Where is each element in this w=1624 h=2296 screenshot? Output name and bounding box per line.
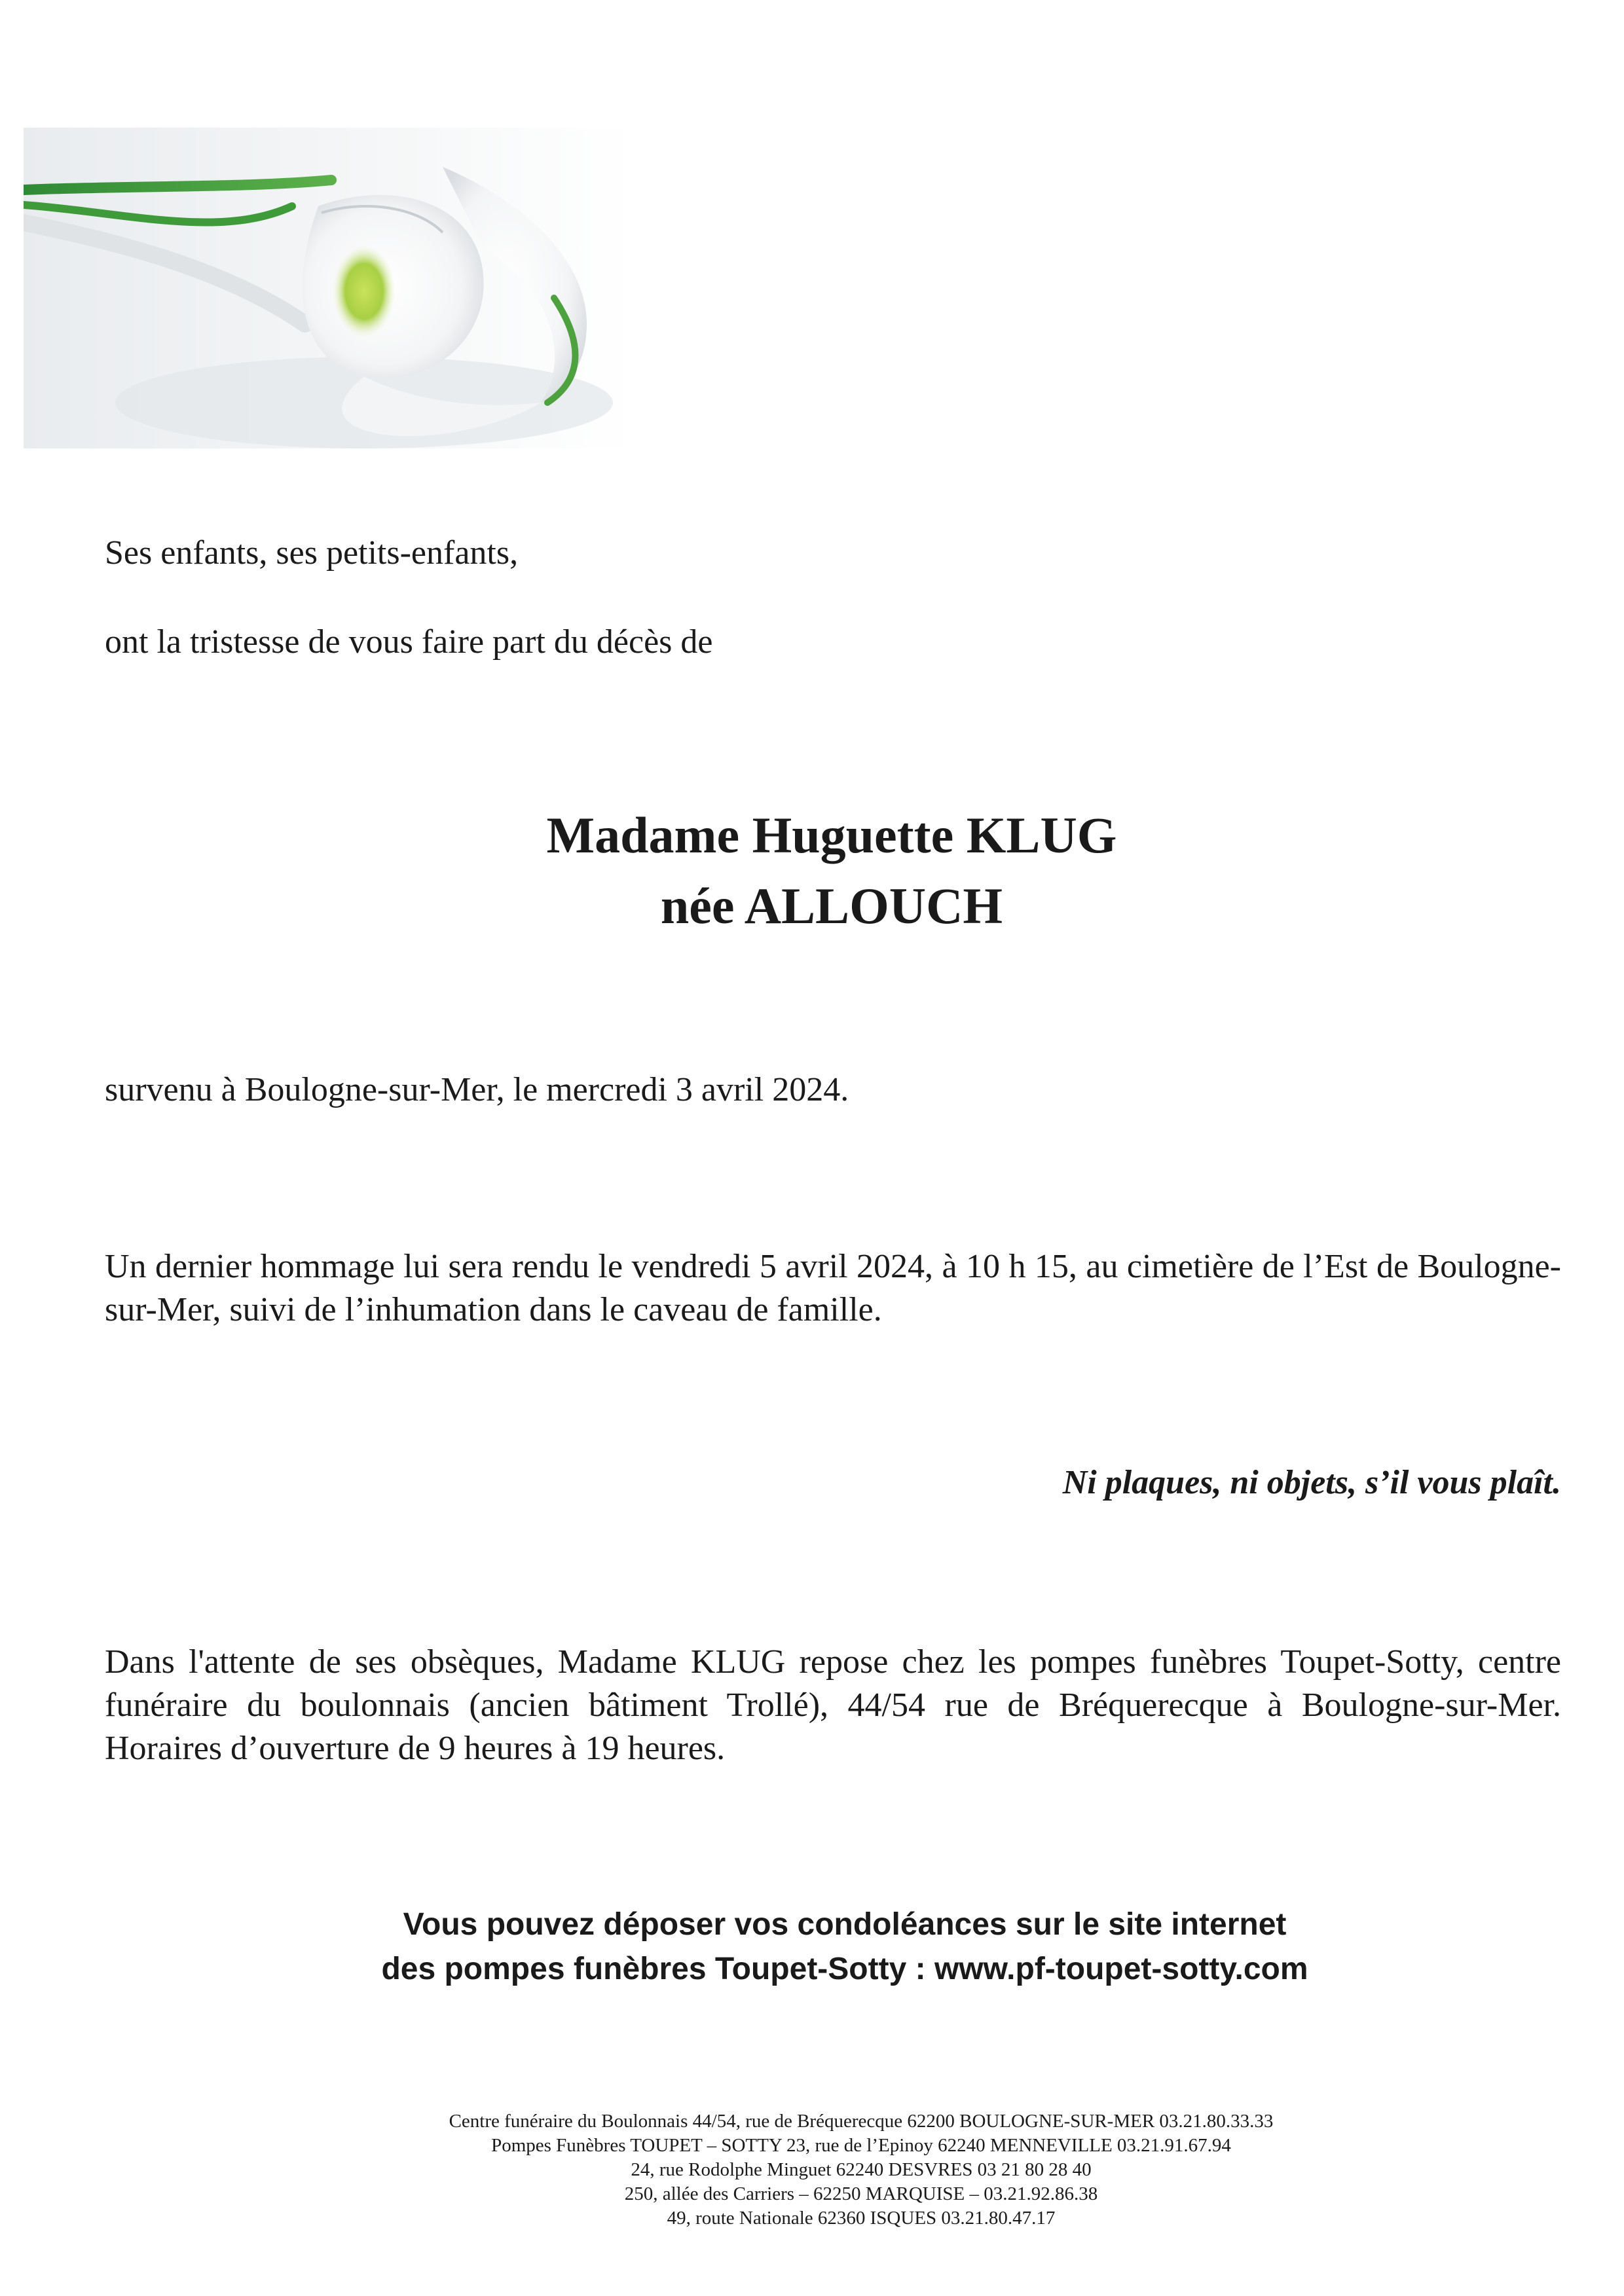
- condolences-line-2: des pompes funèbres Toupet-Sotty : www.pf-toupet-sotty.com: [381, 1952, 1308, 1986]
- death-date-line: survenu à Boulogne-sur-Mer, le mercredi 3 avril 2024.: [105, 1071, 849, 1108]
- funeral-home-footer: [0, 2109, 1624, 2231]
- deceased-name-block: [0, 800, 1624, 941]
- deceased-maiden-name: née ALLOUCH: [660, 877, 1003, 934]
- condolences-notice: [0, 1903, 1624, 1992]
- intro-family-line: Ses enfants, ses petits-enfants,: [105, 534, 519, 572]
- rest-location-paragraph: Dans l'attente de ses obsèques, Madame KLUG repose chez les pompes funèbres Toupet-Sotty, centre funéraire du boulonnais (ancien bâtiment Trollé), 44/54 rue de Bréquerecque à Boulogne-sur-Mer. Horaires d’ouverture de 9 heures à 19 heures.: [105, 1643, 1561, 1767]
- no-flowers-remark: Ni plaques, ni objets, s’il vous plaît.: [1062, 1464, 1561, 1501]
- footer-line-2: Pompes Funèbres TOUPET – SOTTY 23, rue de l’Epinoy 62240 MENNEVILLE 03.21.91.67.94: [491, 2135, 1231, 2156]
- intro-announcement-line: ont la tristesse de vous faire part du décès de: [105, 623, 713, 661]
- footer-line-3: 24, rue Rodolphe Minguet 62240 DESVRES 03 21 80 28 40: [631, 2159, 1092, 2180]
- footer-line-1: Centre funéraire du Boulonnais 44/54, rue de Bréquerecque 62200 BOULOGNE-SUR-MER 03.21.80.33.33: [449, 2111, 1274, 2132]
- deceased-name: Madame Huguette KLUG: [546, 807, 1117, 864]
- condolences-line-1: Vous pouvez déposer vos condoléances sur le site internet: [403, 1907, 1287, 1942]
- footer-line-5: 49, route Nationale 62360 ISQUES 03.21.80.47.17: [667, 2208, 1056, 2229]
- footer-line-4: 250, allée des Carriers – 62250 MARQUISE – 03.21.92.86.38: [624, 2183, 1098, 2204]
- calla-lily-flower-icon: [24, 128, 633, 448]
- ceremony-paragraph: Un dernier hommage lui sera rendu le vendredi 5 avril 2024, à 10 h 15, au cimetière de l’Est de Boulogne-sur-Mer, suivi de l’inhumation dans le caveau de famille.: [105, 1248, 1561, 1328]
